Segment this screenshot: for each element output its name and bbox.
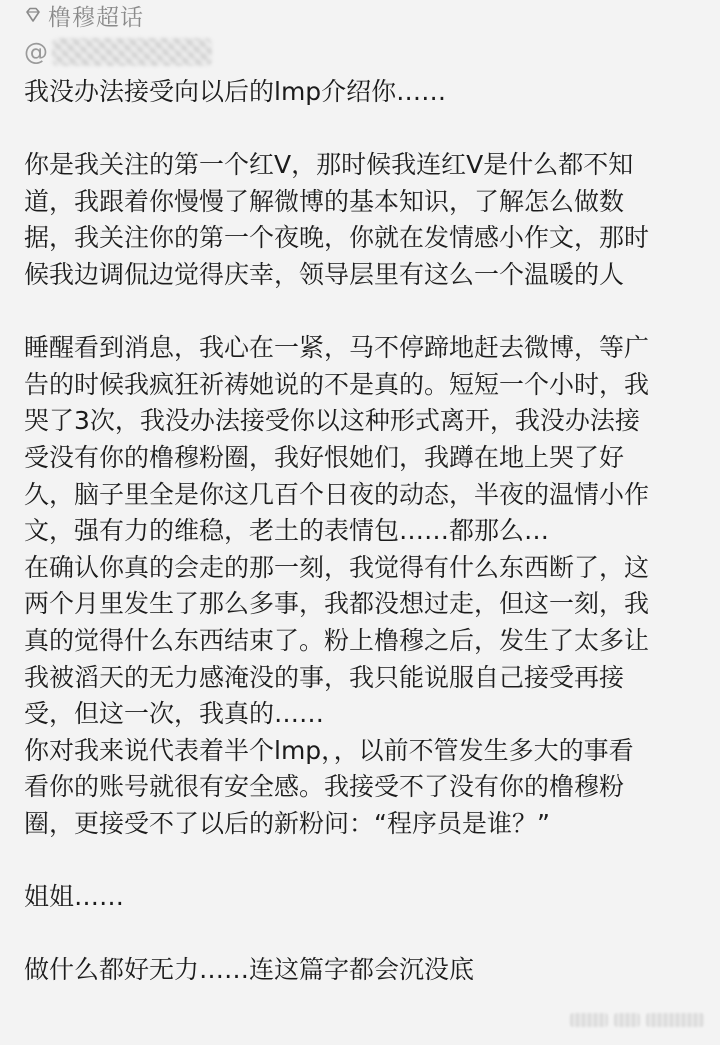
post-line: 受，但这一次，我真的…… (24, 699, 325, 729)
paragraph-gap (24, 294, 704, 331)
diamond-icon (24, 6, 42, 24)
paragraph-gap (24, 916, 704, 953)
post-line: 哭了3次，我没办法接受你以这种形式离开，我没办法接 (24, 406, 640, 436)
post-line: 告的时候我疯狂祈祷她说的不是真的。短短一个小时，我 (24, 369, 650, 399)
topic-header[interactable] (24, 0, 144, 30)
post-line: 睡醒看到消息，我心在一紧，马不停蹄地赶去微博，等广 (24, 333, 650, 363)
post-line: 做什么都好无力……连这篇字都会沉没底 (24, 955, 475, 985)
post-line: 道，我跟着你慢慢了解微博的基本知识，了解怎么做数 (24, 186, 625, 216)
post-line: 文，强有力的维稳，老土的表情包……都那么… (24, 516, 550, 546)
post-line: 两个月里发生了那么多事，我都没想过走，但这一刻，我 (24, 589, 650, 619)
post-line: 真的觉得什么东西结束了。粉上橹穆之后，发生了太多让 (24, 625, 650, 655)
post-body (24, 74, 704, 989)
watermark (570, 1013, 710, 1031)
post-line: 我被滔天的无力感淹没的事，我只能说服自己接受再接 (24, 662, 625, 692)
post-line: 久，脑子里全是你这几百个日夜的动态，半夜的温情小作 (24, 479, 650, 509)
paragraph-gap (24, 111, 704, 148)
post-line: 我没办法接受向以后的lmp介绍你…… (24, 77, 447, 106)
post-line: 候我边调侃边觉得庆幸，领导层里有这么一个温暖的人 (24, 259, 625, 289)
post-line: 姐姐…… (24, 882, 125, 912)
post-line: 在确认你真的会走的那一刻，我觉得有什么东西断了，这 (24, 552, 650, 582)
blurred-username (52, 38, 212, 66)
mention-at-sign: @ (24, 38, 48, 66)
post-line: 看你的账号就很有安全感。我接受不了没有你的橹穆粉 (24, 772, 625, 802)
topic-name[interactable]: 橹穆超话 (48, 4, 144, 31)
mention-line[interactable] (24, 34, 212, 70)
post-line: 你对我来说代表着半个lmp，，以前不管发生多大的事看 (24, 735, 634, 765)
post-line: 据，我关注你的第一个夜晚，你就在发情感小作文，那时 (24, 223, 650, 253)
post-line: 圈，更接受不了以后的新粉问：“程序员是谁？” (24, 808, 550, 838)
post-line: 受没有你的橹穆粉圈，我好恨她们，我蹲在地上哭了好 (24, 442, 625, 472)
post-line: 你是我关注的第一个红V，那时候我连红V是什么都不知 (24, 150, 634, 180)
paragraph-gap (24, 842, 704, 879)
